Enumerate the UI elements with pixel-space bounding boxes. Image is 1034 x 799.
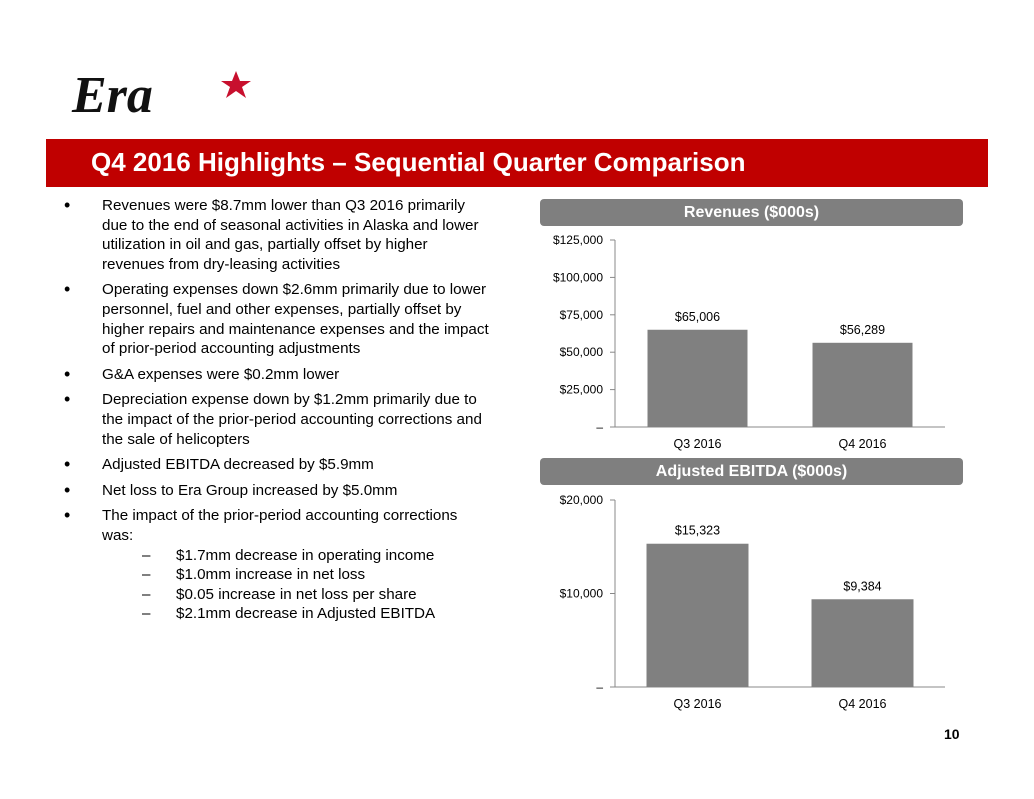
- data-label: $56,289: [839, 322, 886, 337]
- x-tick-label: Q3 2016: [673, 697, 722, 711]
- era-logo: [70, 66, 260, 124]
- y-tick-label: $100,000: [552, 270, 603, 285]
- sub-bullet-item: [102, 604, 492, 624]
- bullet-dot: •: [64, 195, 71, 215]
- ebitda-chart-header: Adjusted EBITDA ($000s): [540, 458, 963, 485]
- title-bar: [46, 139, 988, 187]
- sub-bullet-dash: –: [142, 585, 151, 603]
- y-tick-label: $125,000: [552, 233, 603, 247]
- bullet-text: Depreciation expense down by $1.2mm primarily due to the impact of the prior-period accounting corrections and the sale of helicopters: [102, 391, 482, 448]
- x-tick-label: Q4 2016: [838, 437, 887, 451]
- sub-bullet-dash: –: [142, 605, 151, 623]
- data-label: $9,384: [843, 579, 882, 594]
- y-tick-label: $75,000: [559, 307, 603, 322]
- bullet-dot: •: [64, 363, 71, 384]
- data-label: $15,323: [674, 523, 721, 538]
- y-tick-label: $25,000: [559, 382, 603, 397]
- x-tick-label: Q4 2016: [838, 697, 887, 711]
- bullet-text: Net loss to Era Group increased by $5.0mm: [102, 481, 398, 499]
- bullet-dot: •: [64, 505, 71, 526]
- bullet-text: Adjusted EBITDA decreased by $5.9mm: [102, 456, 374, 474]
- logo-wordmark: Era: [72, 67, 153, 124]
- y-tick-label: $20,000: [559, 493, 603, 507]
- bar-q3-2016: [648, 330, 748, 427]
- bullet-item: [62, 196, 492, 274]
- y-tick-label: –: [596, 680, 603, 694]
- bullet-dot: •: [64, 279, 71, 300]
- sub-bullet-dash: –: [142, 566, 151, 584]
- bullet-dot: •: [64, 454, 71, 475]
- sub-bullet-text: $0.05 increase in net loss per share: [176, 585, 417, 603]
- bullet-item: [62, 390, 492, 449]
- x-tick-label: Q3 2016: [673, 437, 722, 451]
- ebitda-chart: [520, 490, 940, 715]
- bullet-text: G&A expenses were $0.2mm lower: [102, 365, 340, 383]
- bullet-item: [62, 506, 492, 624]
- bullet-dot: •: [64, 479, 71, 500]
- revenues-chart: [520, 230, 940, 455]
- bullet-text: The impact of the prior-period accounting corrections was:: [102, 507, 458, 544]
- sub-bullet-text: $1.0mm increase in net loss: [176, 566, 366, 584]
- bullet-item: [62, 280, 492, 358]
- bar-q3-2016: [647, 544, 749, 687]
- bullet-text: Operating expenses down $2.6mm primarily due to lower personnel, fuel and other expenses, partially offset by higher repairs and maintenance expenses and the impact of prior-period accounting adjustments: [102, 281, 489, 358]
- revenues-chart-header: Revenues ($000s): [540, 199, 963, 226]
- page-title: Q4 2016 Highlights – Sequential Quarter Comparison: [91, 147, 746, 177]
- highlights-list: [62, 196, 492, 630]
- sub-bullet-item: [102, 565, 492, 585]
- sub-bullet-dash: –: [142, 546, 151, 564]
- bar-q4-2016: [812, 599, 914, 687]
- y-tick-label: –: [596, 420, 603, 434]
- bullet-item: [62, 455, 492, 475]
- bar-q4-2016: [813, 343, 913, 427]
- y-tick-label: $10,000: [559, 586, 603, 601]
- star-icon: [221, 71, 251, 98]
- bullet-item: [62, 481, 492, 501]
- sub-bullet-text: $2.1mm decrease in Adjusted EBITDA: [176, 605, 436, 623]
- data-label: $65,006: [674, 309, 721, 324]
- y-tick-label: $50,000: [559, 345, 603, 360]
- sub-bullet-text: $1.7mm decrease in operating income: [176, 546, 435, 564]
- bullet-text: Revenues were $8.7mm lower than Q3 2016 primarily due to the end of seasonal activities in Alaska and lower utilization in oil and gas, partially offset by higher revenues from dry-leasing activities: [102, 197, 479, 273]
- page-number: 10: [944, 726, 960, 742]
- sub-bullet-item: [102, 585, 492, 605]
- bullet-dot: •: [64, 389, 71, 410]
- sub-bullet-item: [102, 546, 492, 566]
- bullet-item: [62, 365, 492, 385]
